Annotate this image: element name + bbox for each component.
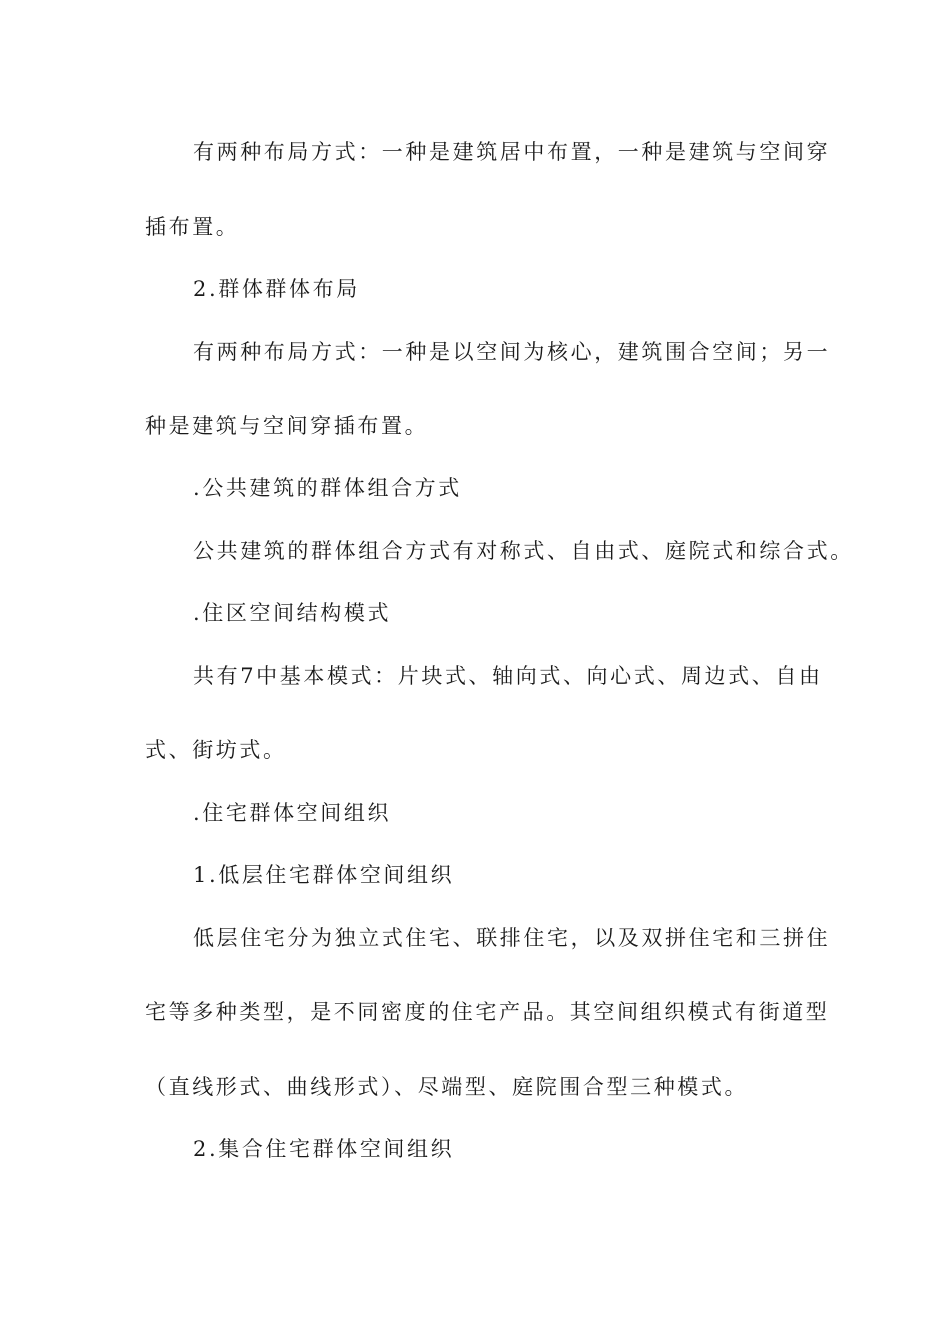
subsection-heading: 2.集合住宅群体空间组织	[193, 1137, 455, 1161]
paragraph-line: 种是建筑与空间穿插布置。	[145, 414, 429, 438]
paragraph-line: 有两种布局方式：一种是以空间为核心，建筑围合空间；另一	[193, 340, 831, 364]
paragraph-line: 插布置。	[145, 215, 240, 239]
subsection-heading: 1.低层住宅群体空间组织	[193, 863, 455, 887]
section-heading: .住宅群体空间组织	[193, 801, 392, 825]
section-heading: .公共建筑的群体组合方式	[193, 476, 462, 500]
section-heading: .住区空间结构模式	[193, 601, 392, 625]
paragraph-line: （直线形式、曲线形式）、尽端型、庭院围合型三种模式。	[145, 1075, 749, 1099]
paragraph-line: 宅等多种类型，是不同密度的住宅产品。其空间组织模式有街道型	[145, 1000, 830, 1024]
paragraph-line: 共有7中基本模式：片块式、轴向式、向心式、周边式、自由	[193, 664, 823, 688]
paragraph-line: 公共建筑的群体组合方式有对称式、自由式、庭院式和综合式。	[193, 539, 854, 563]
section-heading: 2.群体群体布局	[193, 277, 360, 301]
paragraph-line: 有两种布局方式：一种是建筑居中布置，一种是建筑与空间穿	[193, 140, 831, 164]
paragraph-line: 式、街坊式。	[145, 738, 287, 762]
paragraph-line: 低层住宅分为独立式住宅、联排住宅，以及双拼住宅和三拼住	[193, 926, 831, 950]
